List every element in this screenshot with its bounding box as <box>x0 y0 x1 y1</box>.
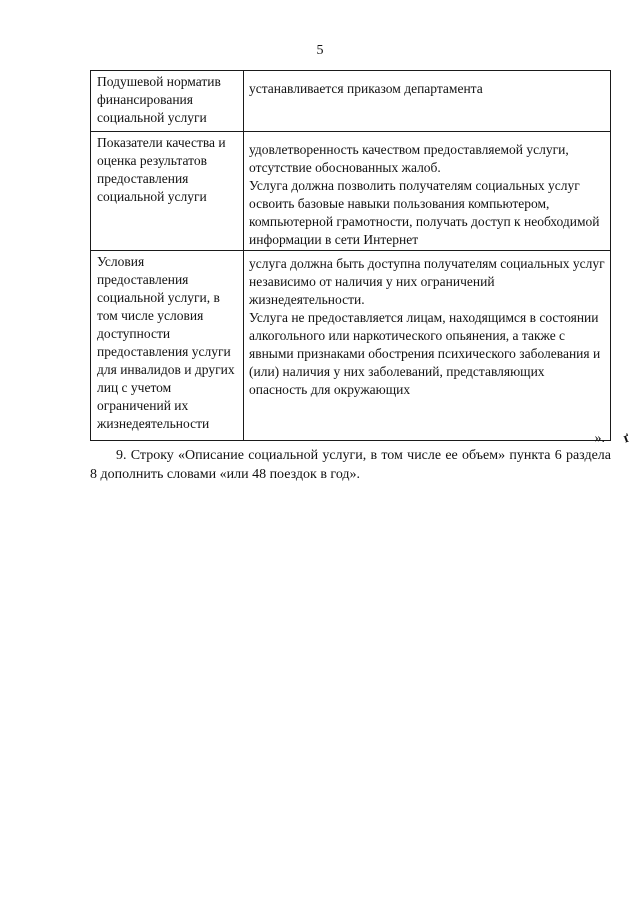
closing-quote: ». <box>594 431 605 446</box>
table-row <box>91 251 611 441</box>
amendment-paragraph: 9. Строку «Описание социальной услуги, в том числе ее объем» пункта 6 раздела 8 дополнить словами «или 48 поездок в год». <box>90 448 611 482</box>
page-number: 5 <box>316 43 324 58</box>
row-label-cell: Условия предоставления социальной услуги, в том числе условия доступности предоставления услуги для инвалидов и других лиц с учетом ограничений их жизнедеятельности <box>91 251 244 441</box>
handwritten-mark: ґ <box>621 430 632 447</box>
service-standard-table <box>90 70 611 441</box>
row-label-cell: Показатели качества и оценка результатов предоставления социальной услуги <box>91 132 244 251</box>
row-value-cell: услуга должна быть доступна получателям социальных услуг независимо от наличия у них ограничений жизнедеятельности. Услуга не предоставляется лицам, находящимся в состоянии алкогольного или наркотического опьянения, а также с явными признаками обострения психического заболевания и (или) наличия у них заболеваний, представляющих опасность для окружающих <box>244 251 611 441</box>
row-value-cell: удовлетворенность качеством предоставляемой услуги, отсутствие обоснованных жалоб. Услуга должна позволить получателям социальных услуг освоить базовые навыки пользования компьютером, компьютерной грамотности, получать доступ к необходимой информации в сети Интернет <box>244 132 611 251</box>
row-label-cell: Подушевой норматив финансирования социальной услуги <box>91 71 244 132</box>
row-value-cell: устанавливается приказом департамента <box>244 71 611 132</box>
table-row <box>91 71 611 132</box>
table-row <box>91 132 611 251</box>
